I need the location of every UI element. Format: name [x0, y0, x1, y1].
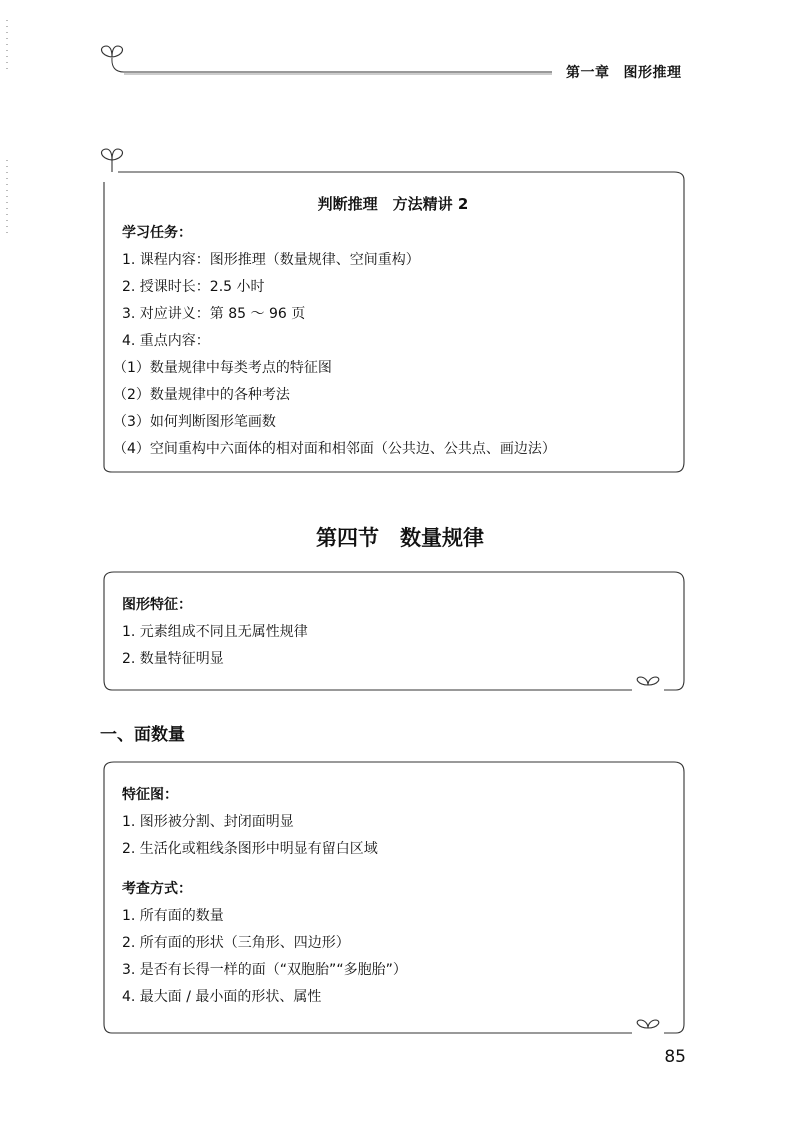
feature-image-item: 1. 图形被分割、封闭面明显	[122, 814, 294, 830]
section-title: 第四节 数量规律	[316, 525, 484, 550]
margin-dots	[6, 160, 8, 238]
lesson-item: （3）如何判断图形笔画数	[113, 414, 276, 430]
margin-dots	[6, 20, 8, 74]
leaf-icon	[637, 677, 659, 685]
header-rule	[112, 58, 552, 74]
chapter-label: 第一章	[566, 65, 610, 81]
feature-item: 1. 元素组成不同且无属性规律	[122, 624, 308, 640]
chapter-title: 图形推理	[623, 65, 682, 81]
lesson-subitems	[113, 355, 556, 463]
method-item: 1. 所有面的数量	[122, 908, 224, 924]
page-number: 85	[664, 1047, 686, 1067]
leaf-icon	[637, 1020, 659, 1028]
method-item: 4. 最大面 / 最小面的形状、属性	[122, 989, 322, 1005]
face-method-content	[122, 876, 407, 1011]
leaf-icon	[101, 149, 122, 160]
subsection-title: 一、面数量	[100, 725, 185, 745]
leaf-icon	[101, 46, 122, 57]
running-header	[566, 62, 682, 82]
lesson-item: 2. 授课时长：2.5 小时	[122, 279, 265, 295]
features-heading: 图形特征：	[122, 597, 192, 613]
lesson-item: 3. 对应讲义：第 85 ～ 96 页	[122, 306, 306, 322]
feature-item: 2. 数量特征明显	[122, 651, 224, 667]
task-heading: 学习任务：	[122, 225, 192, 241]
feature-image-heading: 特征图：	[122, 787, 178, 803]
method-heading: 考查方式：	[122, 881, 192, 897]
method-item: 2. 所有面的形状（三角形、四边形）	[122, 935, 350, 951]
lesson-item: 1. 课程内容：图形推理（数量规律、空间重构）	[122, 252, 420, 268]
lesson-item: （1）数量规律中每类考点的特征图	[113, 360, 332, 376]
features-content	[122, 592, 308, 673]
face-feature-content	[122, 782, 378, 863]
lesson-item: 4. 重点内容：	[122, 333, 210, 349]
feature-image-item: 2. 生活化或粗线条图形中明显有留白区域	[122, 841, 378, 857]
lesson-item: （4）空间重构中六面体的相对面和相邻面（公共边、公共点、画边法）	[113, 441, 556, 457]
method-item: 3. 是否有长得一样的面（“双胞胎”“多胞胎”）	[122, 962, 407, 978]
lesson-item: （2）数量规律中的各种考法	[113, 387, 290, 403]
lesson-title: 判断推理 方法精讲 2	[317, 195, 469, 213]
lesson-content	[122, 220, 420, 355]
